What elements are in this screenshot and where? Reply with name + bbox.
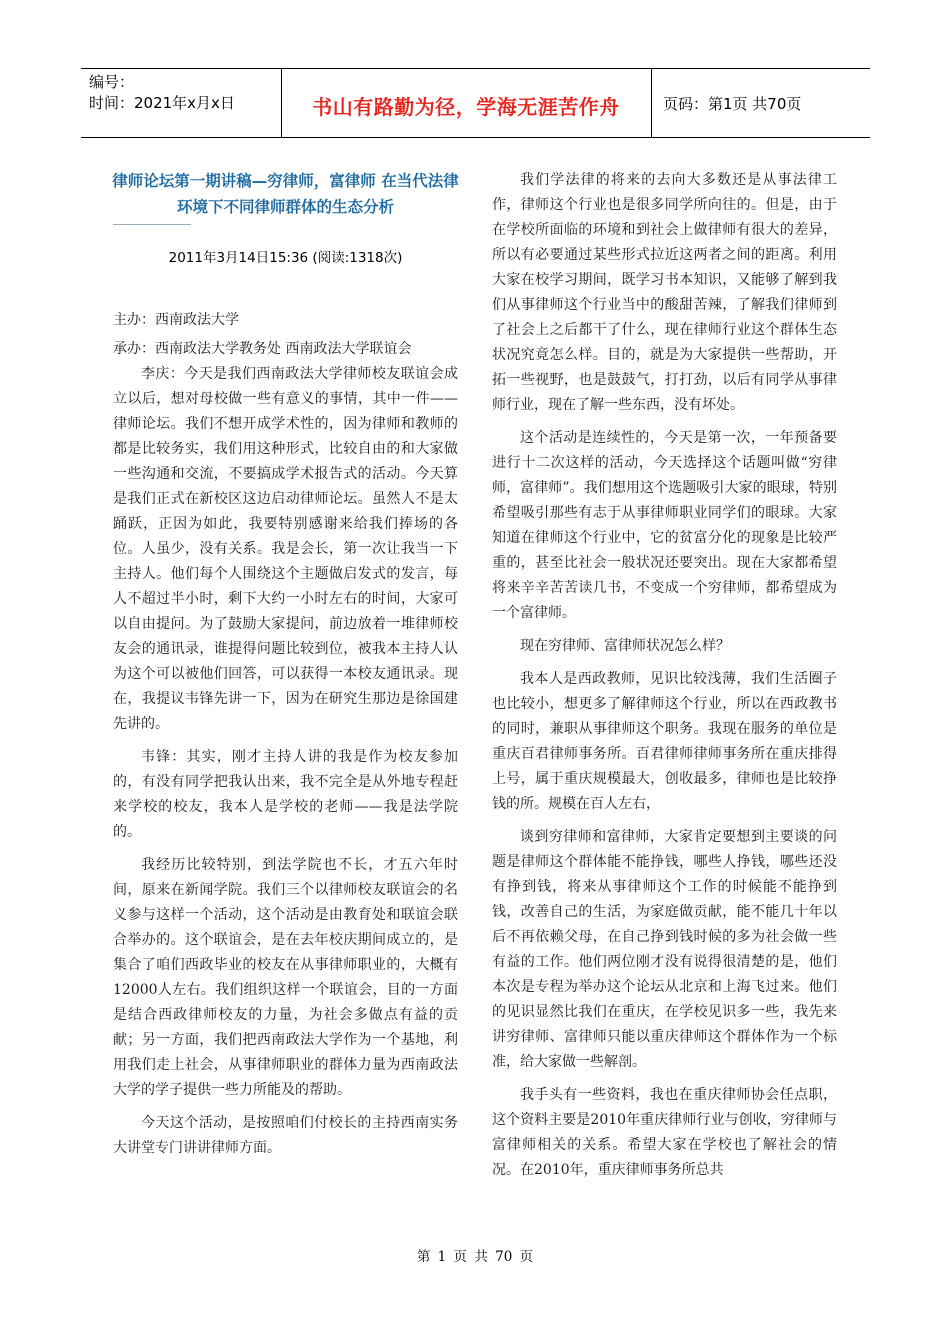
paragraph: 我经历比较特别，到法学院也不长，才五六年时间，原来在新闻学院。我们三个以律师校友联谊会的名义参与这样一个活动，这个活动是由教育处和联谊会联合举办的。这个联谊会，是在去年校庆期间成立的，是集合了咱们西政毕业的校友在从事律师职业的，大概有12000人左右。我们组织这样一个联谊会，目的一方面是结合西政律师校友的力量，为社会多做点有益的贡献；另一方面，我们把西南政法大学作为一个基地，利用我们走上社会，从事律师职业的群体力量为西南政法大学的学子提供一些力所能及的帮助。 <box>113 857 458 1098</box>
paragraph: 今天这个活动，是按照咱们付校长的主持西南实务大讲堂专门讲讲律师方面。 <box>113 1115 458 1156</box>
paragraph: 我本人是西政教师，见识比较浅薄，我们生活圈子也比较小，想更多了解律师这个行业，所以在西政教书的同时，兼职从事律师这个职务。我现在服务的单位是重庆百君律师事务所。百君律师律师事务所在重庆排得上号，属于重庆规模最大，创收最多，律师也是比较挣钱的所。规模在百人左右， <box>492 671 837 812</box>
title-underline <box>113 224 191 225</box>
paragraph: 现在穷律师、富律师状况怎么样？ <box>520 638 730 654</box>
header-page-label: 页码：第1页 共70页 <box>663 95 802 113</box>
header-divider <box>651 69 652 137</box>
paragraph: 我手头有一些资料，我也在重庆律师协会任点职，这个资料主要是2010年重庆律师行业与创收，穷律师与富律师相关的关系。希望大家在学校也了解社会的情况。在2010年，重庆律师事务所总共 <box>492 1087 837 1178</box>
article-title: 律师论坛第一期讲稿—穷律师，富律师 在当代法律环境下不同律师群体的生态分析 <box>112 172 459 216</box>
organizer-line: 主办：西南政法大学 <box>113 312 239 328</box>
page-footer: 第 1 页 共 70 页 <box>416 1249 534 1265</box>
paragraph: 我们学法律的将来的去向大多数还是从事法律工作，律师这个行业也是很多同学所向往的。但是，由于在学校所面临的环境和到社会上做律师有很大的差异，所以有必要通过某些形式拉近这两者之间的距离。利用大家在校学习期间，既学习书本知识，又能够了解到我们从事律师这个行业当中的酸甜苦辣，了解我们律师到了社会上之后都干了什么，现在律师行业这个群体生态状况究竟怎么样。目的，就是为大家提供一些帮助，开拓一些视野，也是鼓鼓气，打打劲，以后有同学从事律师行业，现在了解一些东西，没有坏处。 <box>492 172 837 413</box>
header-code-label: 编号： <box>89 73 135 91</box>
paragraph: 这个活动是连续性的，今天是第一次，一年预备要进行十二次这样的活动，今天选择这个话题叫做“穷律师，富律师”。我们想用这个选题吸引大家的眼球，特别希望吸引那些有志于从事律师职业同学们的眼球。大家知道在律师这个行业中，它的贫富分化的现象是比较严重的，甚至比社会一般状况还要突出。现在大家都希望将来辛辛苦苦读几书，不变成一个穷律师，都希望成为一个富律师。 <box>492 430 837 621</box>
left-column <box>113 168 458 1169</box>
header-meta <box>89 72 235 114</box>
paragraph: 谈到穷律师和富律师，大家肯定要想到主要谈的问题是律师这个群体能不能挣钱，哪些人挣钱，哪些还没有挣到钱，将来从事律师这个工作的时候能不能挣到钱，改善自己的生活，为家庭做贡献，能不能几十年以后不再依赖父母，在自己挣到钱时候的多为社会做一些有益的工作。他们两位刚才没有说得很清楚的是，他们本次是专程为举办这个论坛从北京和上海飞过来。他们的见识显然比我们在重庆，在学校见识多一些，我先来讲穷律师、富律师只能以重庆律师这个群体作为一个标准，给大家做一些解剖。 <box>492 829 837 1070</box>
right-column <box>492 168 837 1191</box>
paragraph: 韦锋：其实，刚才主持人讲的我是作为校友参加的，有没有同学把我认出来，我不完全是从外地专程赶来学校的校友，我本人是学校的老师——我是法学院的。 <box>113 749 458 840</box>
page-header <box>81 68 870 138</box>
header-motto: 书山有路勤为径，学海无涯苦作舟 <box>312 95 620 119</box>
article-dateline: 2011年3月14日15:36 (阅读:1318次) <box>168 250 403 266</box>
header-time-label: 时间：2021年x月x日 <box>89 94 235 112</box>
paragraph: 李庆：今天是我们西南政法大学律师校友联谊会成立以后，想对母校做一些有意义的事情，其中一件——律师论坛。我们不想开成学术性的，因为律师和教师的都是比较务实，我们用这种形式，比较自由的和大家做一些沟通和交流，不要搞成学术报告式的活动。今天算是我们正式在新校区这边启动律师论坛。虽然人不是太踊跃，正因为如此，我要特别感谢来给我们捧场的各位。人虽少，没有关系。我是会长，第一次让我当一下主持人。他们每个人围绕这个主题做启发式的发言，每人不超过半小时，剩下大约一小时左右的时间，大家可以自由提问。为了鼓励大家提问，前边放着一堆律师校友会的通讯录，谁提得问题比较到位，被我本主持人认为这个可以被他们回答，可以获得一本校友通讯录。现在，我提议韦锋先讲一下，因为在研究生那边是徐国建先讲的。 <box>113 366 458 732</box>
co-organizer-line: 承办：西南政法大学教务处 西南政法大学联谊会 <box>113 341 412 357</box>
